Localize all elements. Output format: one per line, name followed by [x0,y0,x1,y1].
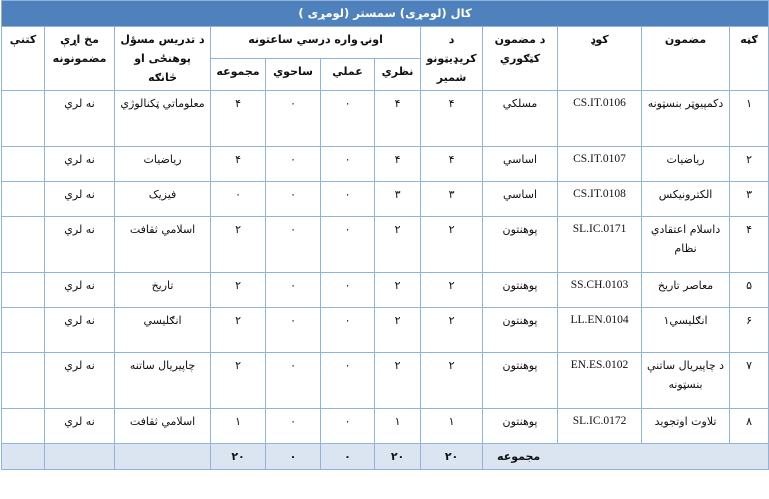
header-responsible: د تدریس مسؤل پوهنځی او څانګه [115,27,211,91]
row-books [2,91,45,147]
row-code: EN.ES.0102 [558,353,642,409]
row-lab: ۰ [266,308,321,353]
row-responsible: معلوماتي ټکنالوژي [115,91,211,147]
row-books [2,147,45,182]
header-subject: مضمون [642,27,730,91]
row-books [2,409,45,444]
row-no: ۳ [730,182,769,217]
row-theory: ۴ [375,147,421,182]
totals-lab: ۰ [266,444,321,470]
row-theory: ۳ [375,182,421,217]
row-code: LL.EN.0104 [558,308,642,353]
row-theory: ۴ [375,91,421,147]
row-lab: ۰ [266,147,321,182]
row-category: پوهنتون [483,409,558,444]
row-responsible: تاریخ [115,273,211,308]
table-row [2,353,769,409]
row-total: ۲ [211,353,266,409]
row-lab: ۰ [266,91,321,147]
row-subject: معاصر تاریخ [642,273,730,308]
table-row [2,147,769,182]
totals-credits: ۲۰ [421,444,483,470]
row-responsible: ریاضیات [115,147,211,182]
row-credits: ۳ [421,182,483,217]
table-row [2,182,769,217]
row-no: ۶ [730,308,769,353]
header-prereq: مخ اړې مضمونونه [45,27,115,91]
header-no: ګڼه [730,27,769,91]
row-credits: ۴ [421,91,483,147]
row-code: CS.IT.0106 [558,91,642,147]
row-subject: انګلیسي۱ [642,308,730,353]
row-lab: ۰ [266,217,321,273]
row-category: پوهنتون [483,273,558,308]
row-theory: ۲ [375,353,421,409]
row-prereq: نه لري [45,353,115,409]
row-theory: ۱ [375,409,421,444]
row-lab: ۰ [266,182,321,217]
row-theory: ۲ [375,217,421,273]
totals-empty-1 [115,444,211,470]
row-subject: تلاوت اوتجوید [642,409,730,444]
row-practical: ۰ [321,182,375,217]
row-responsible: انګلیسي [115,308,211,353]
row-subject: د چاپیریال ساتنې بنسټونه [642,353,730,409]
table-row [2,308,769,353]
row-subject: ریاضیات [642,147,730,182]
row-books [2,182,45,217]
row-total: ۲ [211,308,266,353]
row-credits: ۱ [421,409,483,444]
header-total: مجموعه [211,59,266,91]
header-category: د مضمون کټګوري [483,27,558,91]
row-practical: ۰ [321,409,375,444]
row-practical: ۰ [321,353,375,409]
header-lab: ساحوي [266,59,321,91]
row-no: ۷ [730,353,769,409]
row-practical: ۰ [321,91,375,147]
row-lab: ۰ [266,353,321,409]
row-category: مسلکي [483,91,558,147]
row-prereq: نه لري [45,182,115,217]
row-responsible: فیزیک [115,182,211,217]
header-practical: عملي [321,59,375,91]
row-theory: ۲ [375,273,421,308]
row-subject: داسلام اعتقادي نظام [642,217,730,273]
totals-total: ۲۰ [211,444,266,470]
row-prereq: نه لري [45,308,115,353]
row-no: ۵ [730,273,769,308]
row-category: پوهنتون [483,217,558,273]
row-category: پوهنتون [483,353,558,409]
row-books [2,308,45,353]
row-prereq: نه لري [45,273,115,308]
totals-empty-2 [45,444,115,470]
row-books [2,353,45,409]
row-code: SL.IC.0171 [558,217,642,273]
row-credits: ۲ [421,217,483,273]
row-code: SS.CH.0103 [558,273,642,308]
row-total: ۲ [211,217,266,273]
header-books: کتنې [2,27,45,91]
row-theory: ۲ [375,308,421,353]
row-code: CS.IT.0108 [558,182,642,217]
header-theory: نظري [375,59,421,91]
totals-practical: ۰ [321,444,375,470]
table-row [2,217,769,273]
header-credits: د کریډیټونو شمیر [421,27,483,91]
row-books [2,273,45,308]
table-row [2,91,769,147]
row-subject: الکترونیکس [642,182,730,217]
row-category: اساسي [483,182,558,217]
row-code: CS.IT.0107 [558,147,642,182]
row-practical: ۰ [321,308,375,353]
row-total: ۲ [211,273,266,308]
row-credits: ۲ [421,353,483,409]
header-code: کوډ [558,27,642,91]
row-no: ۴ [730,217,769,273]
row-credits: ۲ [421,273,483,308]
row-total: ۴ [211,91,266,147]
row-no: ۱ [730,91,769,147]
totals-row [2,444,769,470]
row-credits: ۲ [421,308,483,353]
row-category: پوهنتون [483,308,558,353]
row-lab: ۰ [266,409,321,444]
row-category: اساسي [483,147,558,182]
table-row [2,273,769,308]
row-subject: دکمپیوټر بنسټونه [642,91,730,147]
row-books [2,217,45,273]
row-practical: ۰ [321,273,375,308]
row-responsible: اسلامي ثقافت [115,409,211,444]
row-no: ۸ [730,409,769,444]
row-total: ۱ [211,409,266,444]
row-prereq: نه لري [45,91,115,147]
row-lab: ۰ [266,273,321,308]
row-prereq: نه لري [45,409,115,444]
totals-theory: ۲۰ [375,444,421,470]
totals-label: مجموعه [483,444,769,470]
row-credits: ۴ [421,147,483,182]
row-practical: ۰ [321,217,375,273]
table-body [2,91,769,444]
row-total: ۰ [211,182,266,217]
row-prereq: نه لري [45,147,115,182]
table-row [2,409,769,444]
row-code: SL.IC.0172 [558,409,642,444]
row-practical: ۰ [321,147,375,182]
row-prereq: نه لري [45,217,115,273]
totals-empty-3 [2,444,45,470]
header-weekly-hours: اونۍ واره درسي ساعتونه [211,27,421,59]
row-responsible: اسلامي ثقافت [115,217,211,273]
row-total: ۴ [211,147,266,182]
row-no: ۲ [730,147,769,182]
row-responsible: چاپیریال ساتنه [115,353,211,409]
curriculum-table [1,0,769,470]
table-title: کال (لومړی) سمستر (لومړی ) [2,1,769,27]
